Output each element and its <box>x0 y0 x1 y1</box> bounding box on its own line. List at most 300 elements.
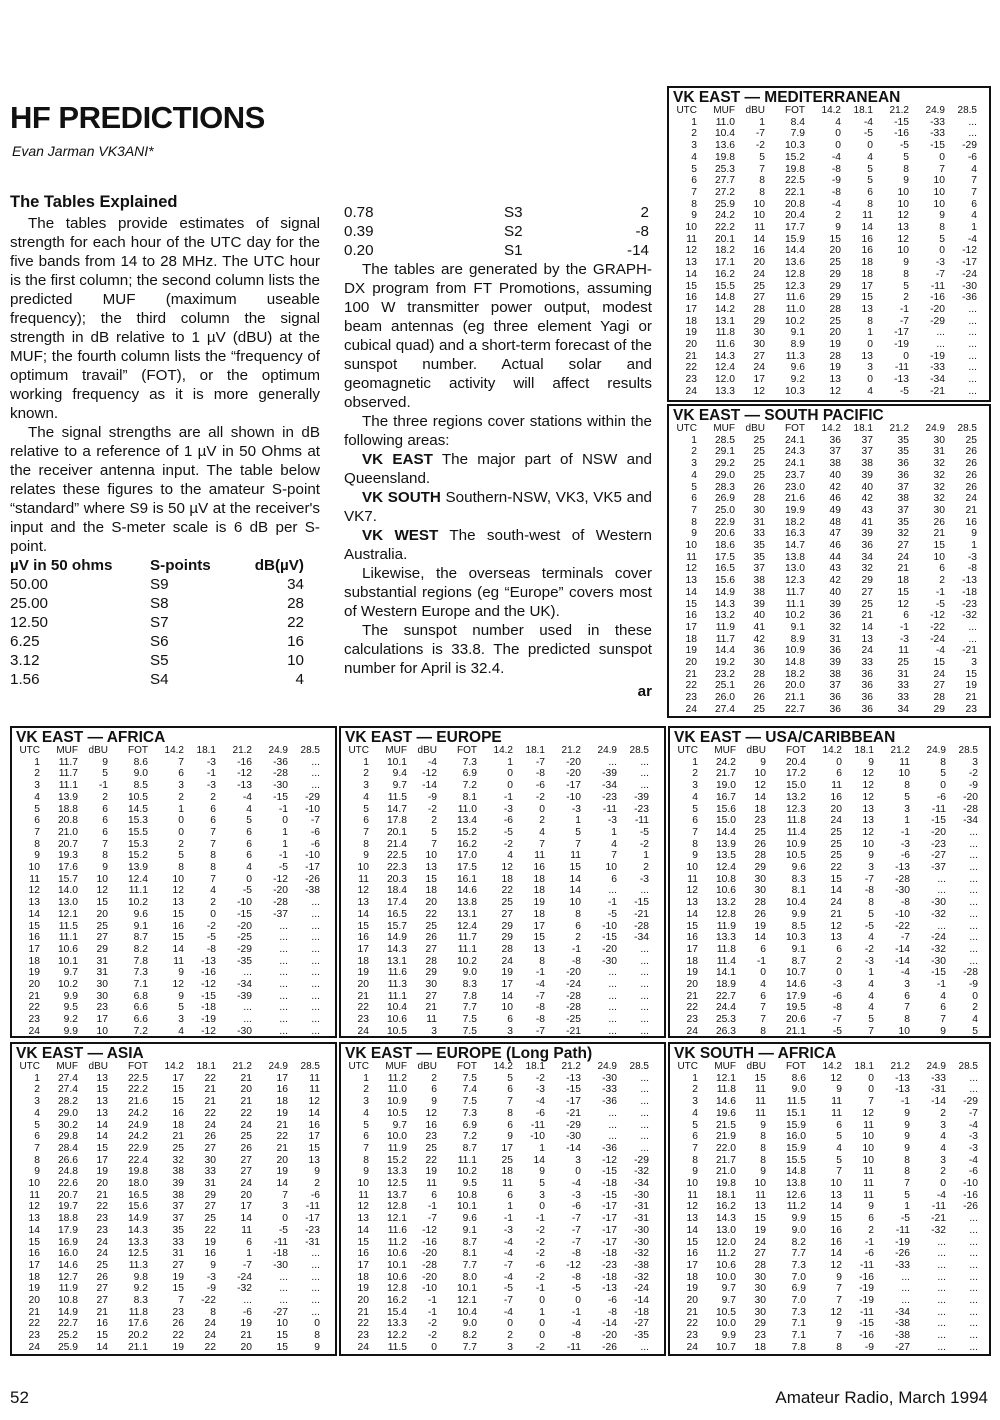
table-cell: 14.9 <box>57 1306 78 1318</box>
table-cell: -20 <box>422 1248 437 1260</box>
table-cell: 9.2 <box>63 1014 78 1026</box>
table-cell: 22 <box>204 1224 216 1236</box>
table-cell: 6 <box>836 943 842 955</box>
table-cell: -18 <box>201 1002 216 1014</box>
table-cell: -6 <box>535 1259 545 1271</box>
table-cell: 4 <box>210 885 216 897</box>
table-cell: 18 <box>754 803 766 815</box>
table-cell: 16 <box>96 1318 108 1330</box>
table-cell: ... <box>640 1002 649 1014</box>
table-cell: 20.7 <box>57 1189 78 1201</box>
table-cell: 29 <box>754 1318 766 1330</box>
table-cell: 12 <box>830 1259 842 1271</box>
table-cell: 32 <box>861 563 873 575</box>
table-cell: 7.3 <box>462 756 477 768</box>
table-cell: -24 <box>566 979 581 991</box>
spoint-cell: 12.50 <box>10 614 49 631</box>
table-cell: ... <box>937 1248 946 1260</box>
column-header: 21.2 <box>561 1061 581 1072</box>
table-cell: -21 <box>566 1107 581 1119</box>
table-cell: 4 <box>246 862 252 874</box>
table-cell: -6 <box>503 815 513 827</box>
table-cell: 3 <box>867 362 873 374</box>
table-cell: 3 <box>904 979 910 991</box>
table-cell: -9 <box>864 1341 874 1353</box>
table-cell: 24 <box>357 1025 369 1037</box>
table-title: VK SOUTH — AFRICA <box>674 1045 837 1062</box>
table-cell: 31 <box>933 446 945 458</box>
table-cell: 27 <box>204 1201 216 1213</box>
table-cell: 18.0 <box>127 1178 148 1190</box>
table-cell: 8.4 <box>790 116 805 128</box>
table-cell: -7 <box>427 1213 437 1225</box>
table-cell: 13.9 <box>57 791 78 803</box>
table-cell: -5 <box>278 862 288 874</box>
table-cell: -30 <box>931 955 946 967</box>
table-cell: 7.7 <box>462 1259 477 1271</box>
table-cell: ... <box>311 932 320 944</box>
table-cell: -11 <box>895 1224 910 1236</box>
table-cell: 14 <box>686 1224 698 1236</box>
table-cell: 6 <box>363 815 369 827</box>
table-cell: 13 <box>861 350 873 362</box>
table-cell: 7 <box>691 504 697 516</box>
table-cell: -6 <box>967 151 977 163</box>
table-cell: -5 <box>206 932 216 944</box>
table-cell: ... <box>311 979 320 991</box>
table-cell: 11 <box>863 1166 874 1178</box>
table-cell: 7 <box>692 826 698 838</box>
table-cell: -36 <box>273 756 288 768</box>
table-cell: 11 <box>426 1178 437 1190</box>
table-cell: 5 <box>178 1002 184 1014</box>
table-cell: 7 <box>904 1002 910 1014</box>
table-cell: -13 <box>566 1072 581 1084</box>
table-cell: 20 <box>829 245 841 257</box>
table-cell: 6 <box>507 1189 513 1201</box>
table-cell: 18 <box>357 955 369 967</box>
table-cell: 18 <box>686 955 698 967</box>
table-cell: 12 <box>862 826 874 838</box>
table-cell: 17.4 <box>386 897 407 909</box>
table-cell: 28 <box>753 493 765 505</box>
table-cell: 6 <box>903 610 909 622</box>
table-cell: 13.9 <box>127 862 148 874</box>
table-cell: 17 <box>308 1131 320 1143</box>
table-cell: 18 <box>533 908 545 920</box>
table-cell: 9.5 <box>462 1178 477 1190</box>
table-cell: -18 <box>962 586 977 598</box>
table-cell: -4 <box>503 1306 513 1318</box>
table-cell: 14.4 <box>715 826 736 838</box>
table-cell: 9.9 <box>791 908 806 920</box>
table-cell: 15 <box>686 1236 698 1248</box>
table-cell: 15.0 <box>785 780 806 792</box>
table-cell: -10 <box>895 908 910 920</box>
table-cell: 11.1 <box>128 885 148 897</box>
table-cell: 25.3 <box>715 1014 736 1026</box>
table-cell: 10.3 <box>785 932 806 944</box>
table-cell: 21.0 <box>57 826 78 838</box>
table-cell: 12 <box>753 385 765 397</box>
table-cell: 24 <box>204 1318 216 1330</box>
table-cell: -5 <box>864 920 874 932</box>
table-cell: 25 <box>753 458 765 470</box>
table-cell: 6 <box>692 1131 698 1143</box>
table-cell: 19.9 <box>784 504 805 516</box>
table-cell: -16 <box>859 1330 874 1342</box>
table-cell: 29 <box>96 943 108 955</box>
table-cell: 8 <box>904 1154 910 1166</box>
paragraph-4: The three regions cover stations within the following areas: <box>344 413 652 449</box>
table-cell: -2 <box>755 140 765 152</box>
table-cell: -4 <box>571 1178 581 1190</box>
table-cell: 5 <box>691 163 697 175</box>
table-cell: 6 <box>431 1084 437 1096</box>
table-cell: -28 <box>566 990 581 1002</box>
table-cell: 13.0 <box>57 897 78 909</box>
table-cell: 22 <box>357 1002 369 1014</box>
table-cell: 33 <box>204 1166 216 1178</box>
table-cell: 24 <box>754 1236 766 1248</box>
table-cell: 2 <box>507 1330 513 1342</box>
table-cell: 21 <box>685 668 697 680</box>
table-cell: 25 <box>753 434 765 446</box>
table-cell: -26 <box>895 1248 910 1260</box>
table-cell: 9.0 <box>791 1084 806 1096</box>
table-cell: 11.7 <box>457 932 477 944</box>
table-cell: 37 <box>897 481 909 493</box>
table-cell: 9 <box>363 850 369 862</box>
table-cell: 9.0 <box>462 1318 477 1330</box>
table-cell: 11.8 <box>716 1084 736 1096</box>
table-cell: 14 <box>754 932 766 944</box>
table-cell: 23.2 <box>714 668 735 680</box>
table-cell: -12 <box>962 245 977 257</box>
table-cell: 11 <box>863 1178 874 1190</box>
table-cell: 12 <box>686 885 698 897</box>
table-cell: 17 <box>28 943 40 955</box>
column-header: 21.2 <box>890 745 910 756</box>
table-cell: 15 <box>172 1084 184 1096</box>
table-cell: 4 <box>940 990 946 1002</box>
table-cell: 3 <box>972 756 978 768</box>
column-header: dBU <box>745 105 765 116</box>
table-cell: -20 <box>963 791 978 803</box>
table-cell: 36 <box>861 692 873 704</box>
table-cell: 8.1 <box>462 791 477 803</box>
table-cell: -30 <box>634 1236 649 1248</box>
table-cell: ... <box>311 1283 320 1295</box>
table-cell: 7.4 <box>462 1084 477 1096</box>
table-cell: 9.0 <box>462 967 477 979</box>
table-cell: 8.3 <box>791 873 806 885</box>
table-cell: -20 <box>566 967 581 979</box>
table-cell: ... <box>608 1107 617 1119</box>
table-cell: 4 <box>867 385 873 397</box>
table-cell: 10.6 <box>386 1248 407 1260</box>
spoint-cell: 4 <box>295 671 304 688</box>
table-cell: -6 <box>535 1107 545 1119</box>
table-cell: ... <box>969 897 978 909</box>
table-cell: -8 <box>571 1271 581 1283</box>
table-cell: 16 <box>965 516 977 528</box>
table-cell: 13.2 <box>785 791 806 803</box>
table-cell: -4 <box>242 791 252 803</box>
table-cell: -7 <box>968 1107 978 1119</box>
column-header: UTC <box>676 423 697 434</box>
region-name: VK EAST <box>362 451 433 468</box>
table-cell: ... <box>311 1025 320 1037</box>
table-cell: 20 <box>685 339 697 351</box>
table-cell: 14.8 <box>784 657 805 669</box>
table-cell: -28 <box>634 920 649 932</box>
table-cell: -1 <box>571 943 581 955</box>
table-cell: 16.5 <box>714 563 735 575</box>
table-cell: 30 <box>754 1295 766 1307</box>
table-cell: 21 <box>686 1306 698 1318</box>
table-cell: 11.3 <box>128 1259 148 1271</box>
table-cell: -4 <box>503 1236 513 1248</box>
table-cell: 27 <box>933 680 945 692</box>
table-vk-east-europe-long-path <box>339 1042 666 1356</box>
table-cell: -1 <box>899 303 909 315</box>
table-cell: 13 <box>862 815 874 827</box>
table-cell: -5 <box>935 598 945 610</box>
table-cell: -30 <box>895 885 910 897</box>
table-cell: 11.9 <box>715 621 735 633</box>
table-cell: 20 <box>240 1189 252 1201</box>
table-cell: 11.9 <box>716 920 736 932</box>
table-cell: 8.5 <box>791 920 806 932</box>
table-cell: 29 <box>753 315 765 327</box>
table-cell: -13 <box>895 1084 910 1096</box>
table-cell: 35 <box>897 516 909 528</box>
table-cell: 8 <box>903 163 909 175</box>
table-cell: 7 <box>178 756 184 768</box>
region-name: VK SOUTH <box>362 489 441 506</box>
table-cell: 17 <box>533 920 545 932</box>
column-header: MUF <box>713 105 735 116</box>
table-cell: -20 <box>602 943 617 955</box>
spoint-header-cell: dB(µV) <box>254 557 304 574</box>
table-cell: 7 <box>691 186 697 198</box>
table-cell: 2 <box>210 791 216 803</box>
table-cell: 24 <box>501 955 513 967</box>
table-cell: 4 <box>692 1107 698 1119</box>
table-cell: 30 <box>425 979 437 991</box>
table-cell: 48 <box>829 516 841 528</box>
table-cell: 22 <box>357 1318 369 1330</box>
table-cell: 47 <box>829 528 841 540</box>
table-cell: 10.5 <box>386 1025 407 1037</box>
table-cell: 12.2 <box>386 1330 407 1342</box>
column-header: 24.9 <box>925 423 945 434</box>
table-cell: 38 <box>172 1166 184 1178</box>
table-cell: 22.9 <box>127 1142 148 1154</box>
table-cell: 5 <box>868 908 874 920</box>
spoint-row <box>344 241 652 260</box>
table-cell: 9 <box>903 175 909 187</box>
table-cell: 11 <box>863 1189 874 1201</box>
table-cell: 31 <box>96 955 108 967</box>
table-cell: 15.2 <box>456 826 477 838</box>
table-body <box>673 117 985 398</box>
table-cell: 13 <box>686 897 698 909</box>
table-cell: 28 <box>501 943 513 955</box>
table-cell: -23 <box>962 598 977 610</box>
column-header: MUF <box>385 1061 407 1072</box>
table-cell: 27 <box>240 1166 252 1178</box>
table-cell: -7 <box>242 1259 252 1271</box>
column-header: 28.5 <box>300 1061 320 1072</box>
table-cell: 20 <box>96 1178 108 1190</box>
table-cell: -16 <box>930 292 945 304</box>
table-cell: 14.3 <box>127 1224 148 1236</box>
table-cell: 2 <box>363 1084 369 1096</box>
table-cell: 11 <box>862 210 873 222</box>
table-cell: -5 <box>899 385 909 397</box>
table-cell: -30 <box>273 780 288 792</box>
table-cell: 16 <box>276 1084 288 1096</box>
table-cell: 22.0 <box>715 1142 736 1154</box>
table-cell: 23 <box>425 1131 437 1143</box>
column-header: 24.9 <box>268 1061 288 1072</box>
column-header: dBU <box>417 1061 437 1072</box>
table-cell: 15.4 <box>386 1306 407 1318</box>
table-cell: 1 <box>575 815 581 827</box>
table-cell: 8 <box>34 838 40 850</box>
table-cell: 13.8 <box>456 897 477 909</box>
table-cell: 2 <box>691 128 697 140</box>
table-cell: 17 <box>685 621 697 633</box>
table-cell: -10 <box>602 920 617 932</box>
table-cell: 26.6 <box>57 1154 78 1166</box>
table-cell: 25 <box>204 1213 216 1225</box>
table-cell: 10.1 <box>57 955 78 967</box>
table-cell: 2 <box>34 1084 40 1096</box>
table-cell: 27 <box>172 1259 184 1271</box>
table-cell: -1 <box>864 1236 874 1248</box>
table-cell: ... <box>311 955 320 967</box>
table-body <box>673 435 985 716</box>
table-cell: -2 <box>427 1318 437 1330</box>
table-cell: -5 <box>863 128 873 140</box>
table-cell: ... <box>937 885 946 897</box>
table-cell: ... <box>969 838 978 850</box>
table-cell: ... <box>243 967 252 979</box>
table-cell: 19.0 <box>715 780 736 792</box>
spoint-cell: 0.39 <box>344 223 374 240</box>
table-cell: 6 <box>246 1236 252 1248</box>
column-header: MUF <box>56 745 78 756</box>
table-cell: 10 <box>172 873 184 885</box>
table-vk-east-south-pacific <box>667 404 991 718</box>
spoint-cell: 6.25 <box>10 633 40 650</box>
table-cell: 12 <box>425 1107 437 1119</box>
table-cell: 30 <box>96 990 108 1002</box>
column-header: 14.2 <box>821 105 841 116</box>
spoint-cell: S4 <box>150 671 169 688</box>
column-header: 14.2 <box>164 745 184 756</box>
table-cell: 10 <box>501 1002 513 1014</box>
table-cell: 37 <box>897 504 909 516</box>
table-column-headers <box>345 1061 660 1073</box>
table-cell: 9 <box>760 1119 766 1131</box>
table-cell: 9.1 <box>791 943 806 955</box>
table-cell: 23 <box>685 692 697 704</box>
table-cell: 16 <box>830 1224 842 1236</box>
table-cell: 23 <box>28 1330 40 1342</box>
table-cell: 13.7 <box>386 1189 407 1201</box>
table-cell: -8 <box>535 768 545 780</box>
table-cell: 5 <box>940 768 946 780</box>
table-cell: 26.3 <box>715 1025 736 1037</box>
table-cell: 20.4 <box>785 756 806 768</box>
table-cell: 26 <box>754 908 766 920</box>
table-cell: 17.0 <box>456 850 477 862</box>
table-cell: 28 <box>829 350 841 362</box>
table-cell: -15 <box>930 140 945 152</box>
table-cell: -12 <box>422 1224 437 1236</box>
table-cell: 9.1 <box>462 1224 477 1236</box>
table-cell: 17 <box>861 280 873 292</box>
table-cell: -25 <box>237 932 252 944</box>
table-cell: -36 <box>602 1096 617 1108</box>
table-cell: 0 <box>835 128 841 140</box>
table-cell: 20 <box>28 1295 40 1307</box>
table-cell: 7 <box>971 186 977 198</box>
table-cell: 37 <box>861 434 873 446</box>
table-cell: ... <box>901 1271 910 1283</box>
table-body <box>345 1073 660 1354</box>
table-cell: 14 <box>753 233 765 245</box>
table-cell: ... <box>969 862 978 874</box>
table-cell: 7.2 <box>462 1131 477 1143</box>
table-cell: 49 <box>829 504 841 516</box>
spoint-cell: S9 <box>150 576 169 593</box>
table-cell: 30 <box>754 1283 766 1295</box>
table-cell: 4 <box>868 1002 874 1014</box>
table-cell: -1 <box>900 1096 910 1108</box>
table-cell: 8 <box>867 315 873 327</box>
table-cell: 4 <box>363 791 369 803</box>
table-cell: 16 <box>830 1236 842 1248</box>
table-cell: -6 <box>242 1306 252 1318</box>
table-cell: 11 <box>899 756 910 768</box>
table-cell: 13.2 <box>714 610 735 622</box>
table-cell: ... <box>937 1295 946 1307</box>
column-header: 14.2 <box>822 1061 842 1072</box>
table-cell: 7 <box>692 1142 698 1154</box>
table-cell: 19 <box>172 1271 184 1283</box>
table-cell: 12.8 <box>386 1283 407 1295</box>
table-cell: 19 <box>357 967 369 979</box>
table-cell: -17 <box>602 1213 617 1225</box>
column-header: 14.2 <box>822 745 842 756</box>
column-header: UTC <box>677 1061 698 1072</box>
table-cell: 17.8 <box>386 815 407 827</box>
table-cell: 24.9 <box>127 1119 148 1131</box>
table-cell: -31 <box>305 1236 320 1248</box>
table-cell: 7 <box>836 1166 842 1178</box>
table-cell: -15 <box>566 1084 581 1096</box>
table-cell: 7 <box>759 163 765 175</box>
table-cell: 21.1 <box>784 692 805 704</box>
table-cell: 7.3 <box>133 967 148 979</box>
table-cell: 11.1 <box>785 598 805 610</box>
table-cell: -30 <box>634 1224 649 1236</box>
